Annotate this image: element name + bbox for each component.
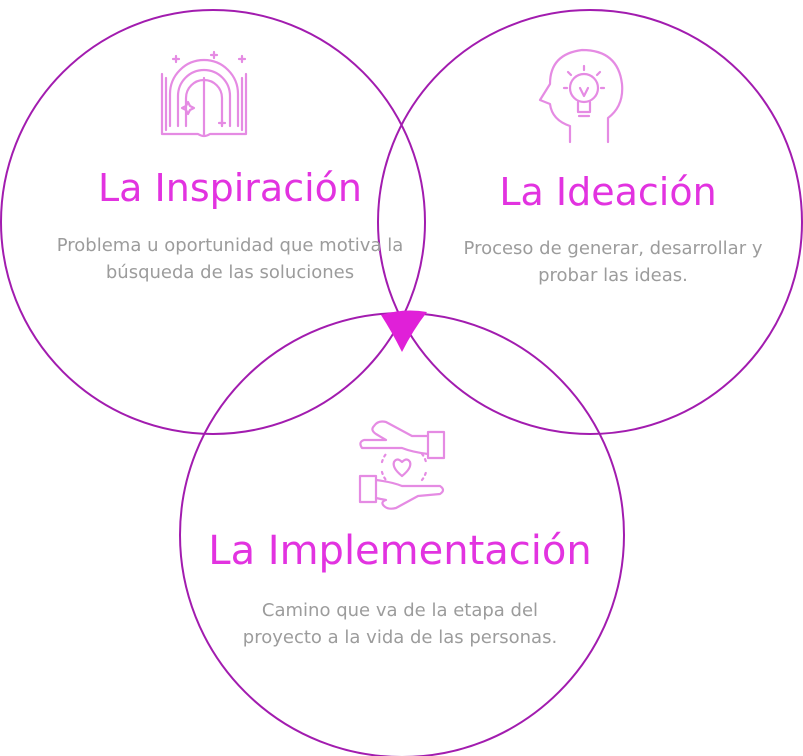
description-inspiracion: Problema u oportunidad que motiva la búsqueda de las soluciones (56, 235, 404, 283)
title-inspiracion: La Inspiración (98, 166, 362, 210)
center-intersection (381, 311, 427, 352)
description-implementacion: Camino que va de la etapa del proyecto a la vida de las personas. (242, 600, 558, 648)
title-implementacion: La Implementación (208, 528, 592, 574)
book-rainbow-icon (156, 50, 252, 144)
hands-heart-icon (356, 420, 448, 512)
head-lightbulb-icon (536, 44, 632, 144)
description-ideacion: Proceso de generar, desarrollar y probar las ideas. (463, 238, 763, 286)
title-ideacion: La Ideación (499, 170, 717, 214)
